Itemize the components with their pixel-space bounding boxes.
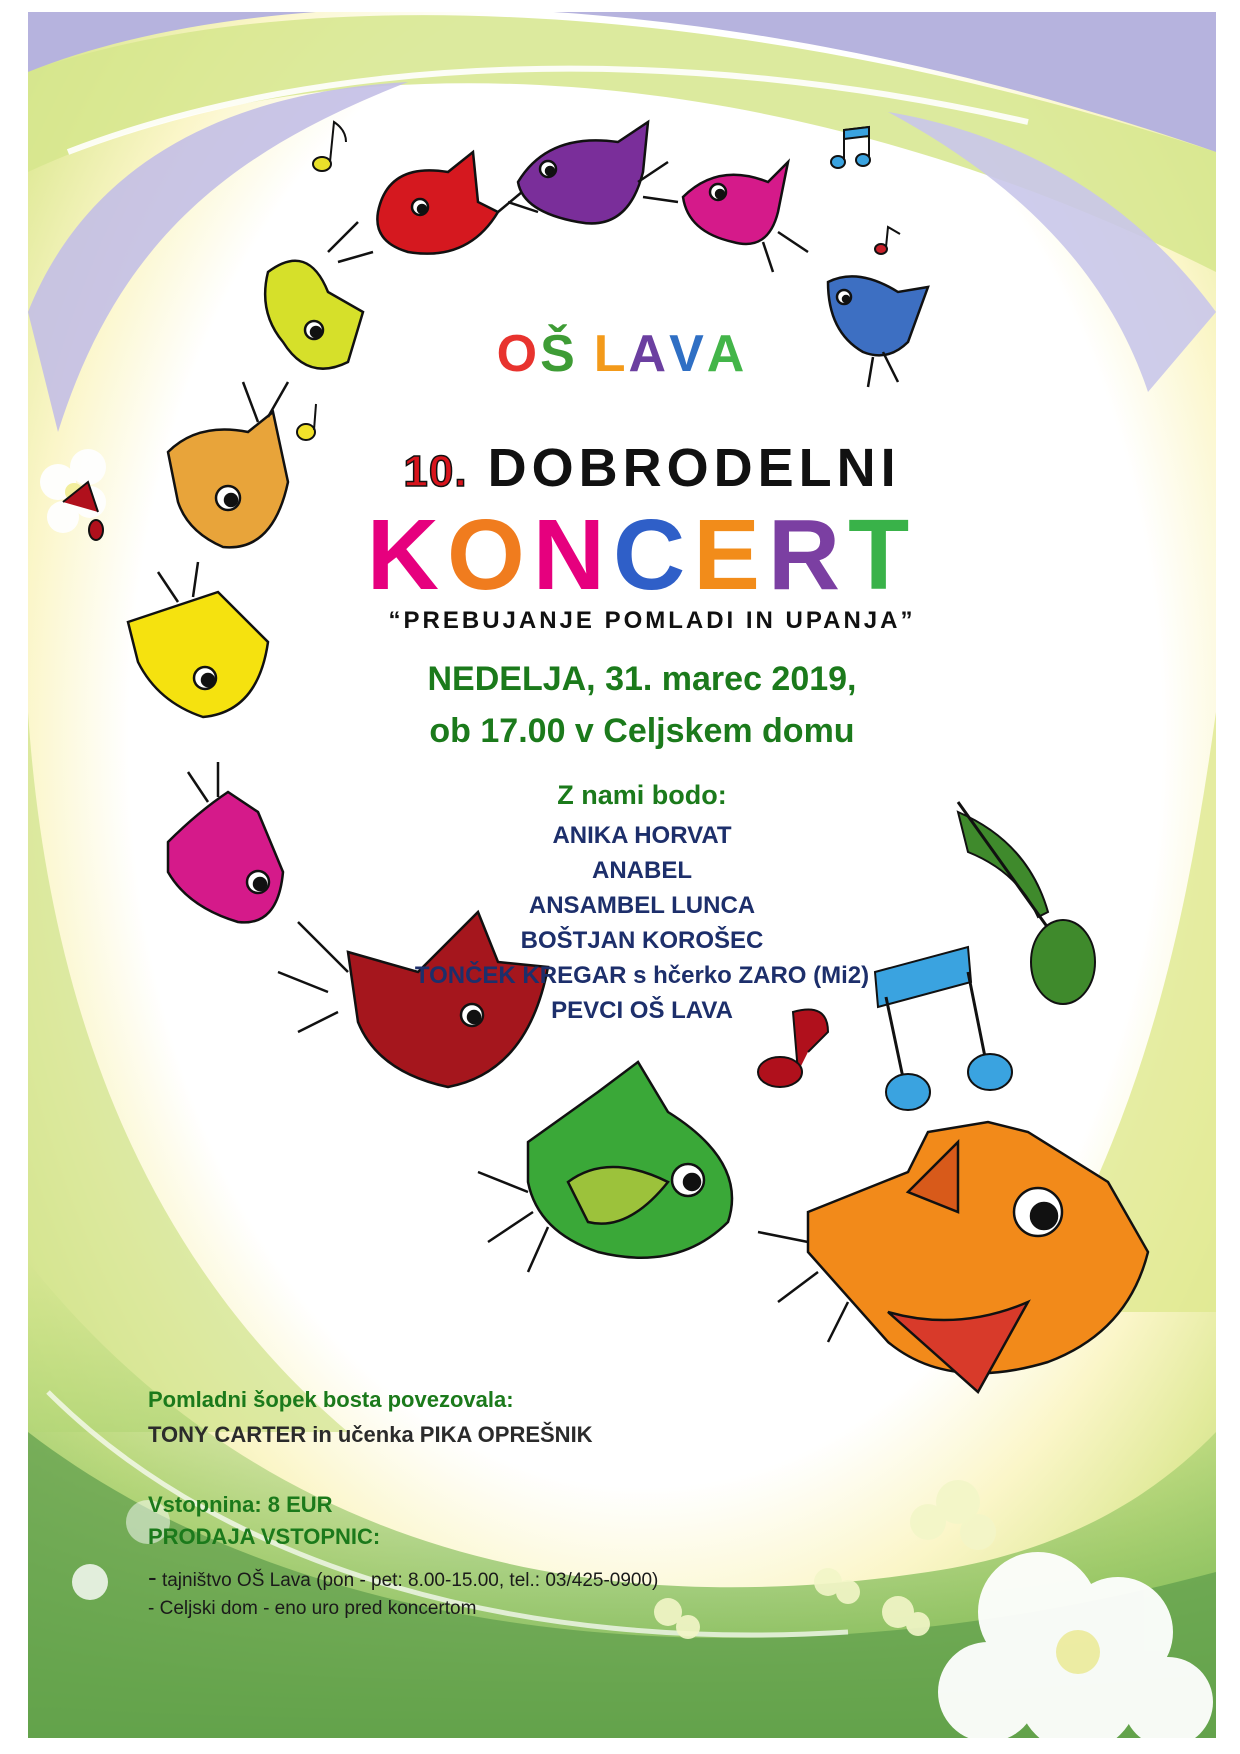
performer-item: ANSAMBEL LUNCA: [528, 892, 756, 919]
koncert-letter: R: [767, 499, 849, 611]
logo-letter: A: [706, 325, 748, 383]
event-date: NEDELJA, 31. marec 2019,: [427, 660, 857, 698]
event-time-place: ob 17.00 v Celjskem domu: [429, 712, 855, 750]
hosts-names: TONY CARTER in učenka PIKA OPREŠNIK: [148, 1422, 593, 1447]
performer-item: PEVCI OŠ LAVA: [551, 997, 733, 1024]
koncert-letter: T: [848, 499, 918, 611]
ticket-location: - Celjski dom - eno uro pred koncertom: [148, 1598, 477, 1619]
performer-item: ANABEL: [592, 857, 692, 884]
concert-subtitle: “PREBUJANJE POMLADI IN UPANJA”: [388, 607, 916, 634]
hosts-label: Pomladni šopek bosta povezovala:: [148, 1387, 514, 1412]
event-heading: [58, 437, 1216, 499]
koncert-letter: E: [693, 499, 768, 611]
performers-heading: Z nami bodo:: [557, 780, 727, 810]
koncert-title: [48, 499, 1216, 611]
logo-letter: L: [593, 325, 629, 383]
logo-letter: A: [628, 325, 670, 383]
ticket-price: Vstopnina: 8 EUR: [148, 1492, 333, 1517]
logo-letter: O: [496, 325, 541, 383]
koncert-letter: O: [446, 499, 533, 611]
koncert-letter: N: [532, 499, 613, 611]
list-dash: -: [148, 1562, 157, 1592]
edition-number: 10.: [403, 447, 468, 496]
ticket-location: [148, 1562, 658, 1593]
koncert-letter: C: [613, 499, 694, 611]
performer-item: TONČEK KREGAR s hčerko ZARO (Mi2): [414, 962, 870, 989]
performer-item: ANIKA HORVAT: [552, 822, 732, 849]
logo-letter: V: [669, 325, 707, 383]
ticket-location-text: tajništvo OŠ Lava (pon - pet: 8.00-15.00, tel.: 03/425-0900): [156, 1570, 659, 1591]
performer-item: BOŠTJAN KOROŠEC: [520, 927, 764, 954]
koncert-letter: K: [366, 499, 447, 611]
ticket-sales-heading: PRODAJA VSTOPNIC:: [148, 1524, 381, 1549]
event-type: DOBRODELNI: [487, 438, 901, 498]
logo-letter: Š: [540, 325, 578, 383]
school-logo: [28, 324, 1216, 384]
poster: [28, 12, 1216, 1738]
